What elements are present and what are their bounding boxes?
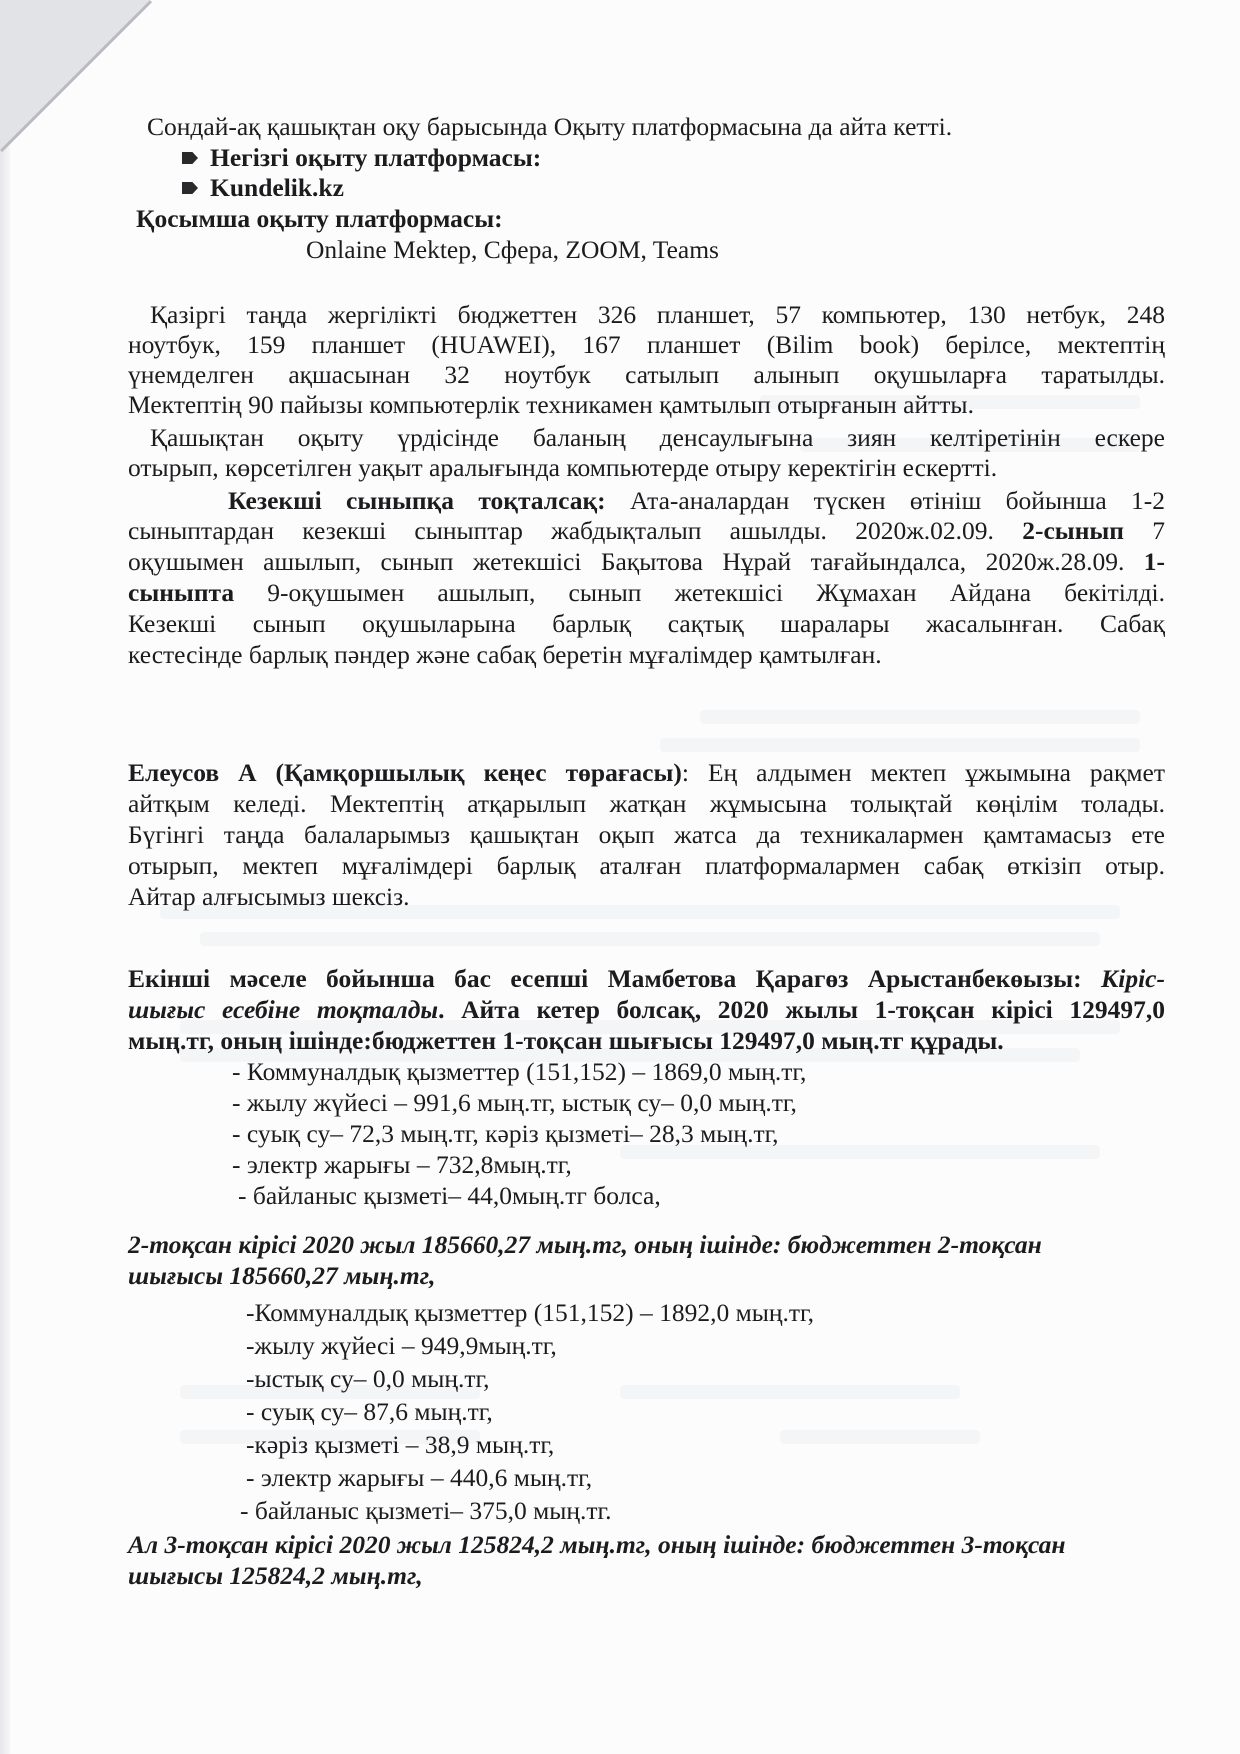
italic-run: шығыс есебіне тоқталды: [128, 995, 439, 1024]
q1-item: - суық су– 72,3 мың.тг, кәріз қызметі– 28,3 мың.тг,: [232, 1119, 779, 1148]
paragraph-line: [128, 995, 1165, 1025]
paragraph-line: [128, 964, 1165, 994]
bleed-through: [620, 1385, 960, 1399]
paragraph-line: ноутбук, 159 планшет (HUAWEI), 167 планшет (Bilim book) берілсе, мектептің: [128, 330, 1165, 359]
q1-item: - электр жарығы – 732,8мың.тг,: [232, 1150, 572, 1179]
paragraph-line: Бүгінгі таңда балаларымыз қашықтан оқып жатса да техникалармен қамтамасыз ете: [128, 820, 1165, 849]
paragraph-line: айтқым келеді. Мектептің атқарылып жатқан жұмысына толықтай көңілім толады.: [128, 789, 1165, 818]
q2-item: -жылу жүйесі – 949,9мың.тг,: [246, 1331, 557, 1360]
paragraph-line: [128, 578, 1165, 608]
paragraph-line: [128, 547, 1165, 577]
text-run: Ата-аналардан түскен өтініш бойынша 1-2: [630, 486, 1166, 515]
paragraph-line: үнемделген ақшасынан 32 ноутбук сатылып алынып оқушыларға таратылды.: [128, 360, 1165, 389]
q2-item: -кәріз қызметі – 38,9 мың.тг,: [246, 1430, 555, 1459]
q2-heading: шығысы 185660,27 мың.тг,: [128, 1261, 436, 1290]
paragraph-line: [228, 486, 1165, 516]
q2-item: - суық су– 87,6 мың.тг,: [246, 1397, 493, 1426]
bullet-item: [182, 173, 344, 203]
text-run: сыныптардан кезекші сыныптар жабдықталып ашылды. 2020ж.02.09.: [128, 516, 994, 545]
q1-item: - байланыс қызметі– 44,0мың.тг болса,: [238, 1181, 661, 1210]
duty-heading: Кезекші сыныпқа тоқталсақ:: [228, 486, 606, 515]
q3-heading: шығысы 125824,2 мың.тг,: [128, 1561, 423, 1590]
italic-run: Кіріс-: [1100, 964, 1165, 993]
paragraph-line: отырып, көрсетілген уақыт аралығында компьютерде отыру керектігін ескертті.: [128, 453, 998, 482]
bold-run: сыныпта: [128, 578, 235, 607]
q2-heading: 2-тоқсан кірісі 2020 жыл 185660,27 мың.тг, оның ішінде: бюджеттен 2-тоқсан: [128, 1230, 1042, 1259]
text-run: 9-оқушымен ашылып, сынып жетекшісі Жұмахан Айдана бекітілді.: [267, 578, 1165, 607]
paragraph-line: [128, 516, 1165, 546]
q3-heading: Ал 3-тоқсан кірісі 2020 жыл 125824,2 мың.тг, оның ішінде: бюджеттен 3-тоқсан: [128, 1530, 1066, 1559]
bold-run: . Айта кетер болсақ, 2020 жылы 1-тоқсан кірісі 129497,0: [438, 995, 1166, 1024]
paragraph-line: Қазіргі таңда жергілікті бюджеттен 326 планшет, 57 компьютер, 130 нетбук, 248: [150, 300, 1165, 329]
bullet-item: [182, 143, 541, 173]
q2-item: -ыстық су– 0,0 мың.тг,: [246, 1364, 490, 1393]
text-run: оқушымен ашылып, сынып жетекшісі Бақытова Нұрай тағайындалса, 2020ж.28.09.: [128, 547, 1125, 576]
bleed-through: [660, 738, 1140, 752]
paragraph-line: отырып, мектеп мұғалімдері барлық аталған платформалармен сабақ өткізіп отыр.: [128, 851, 1165, 880]
paragraph-line: Кезекші сынып оқушыларына барлық сақтық шаралары жасалынған. Сабақ: [128, 609, 1165, 638]
bleed-through: [700, 710, 1140, 724]
paragraph-line: кестесінде барлық пәндер және сабақ беретін мұғалімдер қамтылған.: [128, 640, 882, 669]
q1-item: - Коммуналдық қызметтер (151,152) – 1869,0 мың.тг,: [232, 1057, 807, 1086]
paragraph-line: Мектептің 90 пайызы компьютерлік техникамен қамтылып отырғанын айтты.: [128, 390, 974, 419]
paragraph-line: Қашықтан оқыту үрдісінде баланың денсаулығына зиян келтіретінін ескере: [150, 423, 1165, 452]
extra-platforms-heading: Қосымша оқыту платформасы:: [136, 204, 503, 233]
arrow-bullet-icon: [182, 152, 198, 164]
bleed-through: [200, 932, 1100, 946]
bold-run: Екінші мәселе бойынша бас есепші Мамбетова Қарагөз Арыстанбекөызы:: [128, 964, 1082, 993]
bleed-through: [780, 1430, 980, 1444]
q2-item: - байланыс қызметі– 375,0 мың.тг.: [240, 1496, 612, 1525]
text-run: : Ең алдымен мектеп ұжымына рақмет: [681, 758, 1165, 787]
arrow-bullet-icon: [182, 182, 198, 194]
speaker-name: Елеусов А (Қамқоршылық кеңес төрағасы): [128, 758, 682, 787]
q2-item: - электр жарығы – 440,6 мың.тг,: [246, 1463, 593, 1492]
paragraph-line: мың.тг, оның ішінде:бюджеттен 1-тоқсан шығысы 129497,0 мың.тг құрады.: [128, 1026, 1004, 1055]
paragraph-line: Айтар алғысымыз шексіз.: [128, 882, 410, 911]
paragraph-line: [128, 758, 1165, 788]
bold-run: 2-сынып: [1022, 516, 1124, 545]
bullet-text: Kundelik.kz: [210, 173, 344, 202]
text-run: 7: [1152, 516, 1166, 545]
bullet-text: Негізгі оқыту платформасы:: [210, 143, 542, 172]
q1-item: - жылу жүйесі – 991,6 мың.тг, ыстық су– 0,0 мың.тг,: [232, 1088, 797, 1117]
q2-item: -Коммуналдық қызметтер (151,152) – 1892,0 мың.тг,: [246, 1298, 814, 1327]
bold-run: 1-: [1143, 547, 1165, 576]
intro-line: Сондай-ақ қашықтан оқу барысында Оқыту платформасына да айта кетті.: [147, 112, 953, 141]
scan-edge: [0, 0, 10, 1754]
extra-platforms-list: Onlaine Mektep, Сфера, ZOOM, Teams: [306, 235, 719, 264]
